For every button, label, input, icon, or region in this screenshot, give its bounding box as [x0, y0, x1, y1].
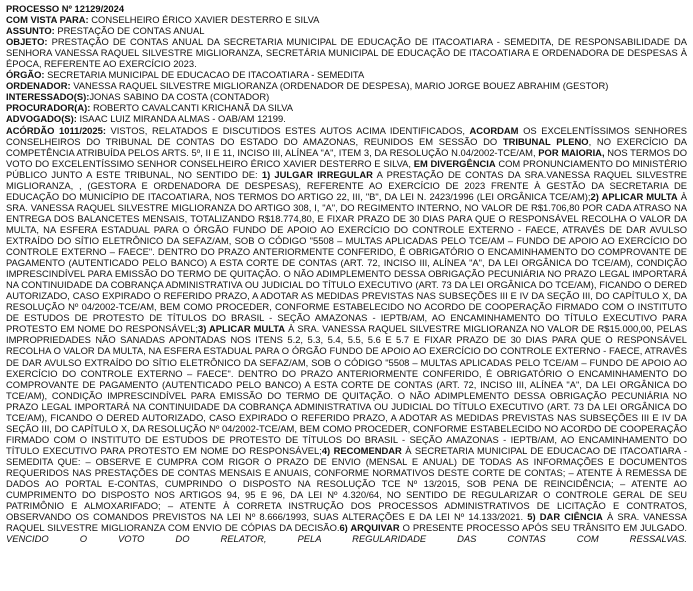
- vencido-note: VENCIDO O VOTO DO RELATOR, PELA REGULARIDADE DAS CONTAS COM RESSALVAS.: [6, 533, 687, 545]
- item-4-recomendar: 4) RECOMENDAR: [321, 444, 402, 456]
- item-1-text: A PRESTAÇÃO DE CONTAS DA SRA.VANESSA RAQUEL SILVESTRE MIGLIORANZA, , (GESTORA E ORDENADORA DE DESPESAS), REFERENTE AO EXERCÍCIO DE 2023 FRENTE À GESTÃO DA SECRETARIA DE EDUCAÇÃO DO MUNICÍPIO DE ITACOATIARA, NOS TERMOS DO ARTIGO 22, III, "B", DA LEI N. 2423/1996 (LEI ORGÂNICA TCE/AM);: [6, 168, 687, 202]
- item-5-dar-ciencia: 5) DAR CIÊNCIA: [527, 511, 603, 523]
- objeto-label: OBJETO:: [6, 36, 48, 48]
- ordenador-value: VANESSA RAQUEL SILVESTRE MIGLIORANZA (ORDENADOR DE DESPESA), MARIO JORGE BOUEZ ABRAHIM (GESTOR): [73, 80, 609, 92]
- acordao-text-3: , NO EXERCÍCIO DA COMPETÊNCIA ATRIBUÍDA PELOS ARTS. 5º, II E 11, INCISO III, ALÍNEA "A", ITEM 3, DA RESOLUÇÃO N.04/2002-TCE/AM,: [6, 135, 687, 158]
- procurador-label: PROCURADOR(A):: [6, 102, 91, 114]
- em-divergencia-keyword: EM DIVERGÊNCIA: [413, 157, 496, 169]
- processo-number: [6, 3, 687, 14]
- item-1-julgar-irregular: 1) JULGAR IRREGULAR: [261, 168, 373, 180]
- orgao-label: ÓRGÃO:: [6, 69, 45, 81]
- item-3-aplicar-multa: 3) APLICAR MULTA: [198, 323, 286, 335]
- item-3-text: À SRA. VANESSA RAQUEL SILVESTRE MIGLIORANZA NO VALOR DE R$15.000,00, PELAS IMPROPRIEDADES NÃO SANADAS APONTADAS NOS ITENS 5.2, 5.3, 5.4, 5.5, 5.6 E 5.7 E FIXAR PRAZO DE 30 DIAS PARA QUE O RESPONSÁVEL RECOLHA O VALOR DA MULTA, NA ESFERA ESTADUAL PARA O ÓRGÃO FUNDO DE APOIO AO EXERCÍCIO DO CONTROLE EXTERNO - FAECE, ATRAVÉS DE DAR AVULSO EXTRAÍDO DO SÍTIO ELETRÔNICO DA SEFAZ/AM, SOB O CÓDIGO "5508 – MULTAS APLICADAS PELO TCE/AM – FUNDO DE APOIO AO EXERCÍCIO DO CONTROLE EXTERNO – FAECE". DENTRO DO PRAZO ANTERIORMENTE CONFERIDO, É OBRIGATÓRIO O ENCAMINHAMENTO DO COMPROVANTE DE PAGAMENTO (AUTENTICADO PELO BANCO) A ESTA CORTE DE CONTAS (ART. 72, INCISO III, ALÍNEA "A", DA LEI ORGÂNICA DO TCE/AM), CONDIÇÃO IMPRESCINDÍVEL PARA EMISSÃO DO TERMO DE QUITAÇÃO. O NÃO ADIMPLEMENTO DESSA OBRIGAÇÃO PECUNIÁRIA NO PRAZO LEGAL IMPORTARÁ NA CONTINUIDADE DA COBRANÇA ADMINISTRATIVA OU JUDICIAL DO TÍTULO EXECUTIVO (ART. 73 DA LEI ORGÂNICA DO TCE/AM), FICANDO O DERED AUTORIZADO, CASO EXPIRADO O REFERIDO PRAZO, A ADOTAR AS MEDIDAS PREVISTAS NAS SUBSEÇÕES III E IV DA SEÇÃO III, DO CAPÍTULO X, DA RESOLUÇÃO Nº 04/2002-TCE/AM, BEM COMO PROCEDER, CONFORME ESTABELECIDO NO ACORDO DE COOPERAÇÃO FIRMADO COM O INSTITUTO DE ESTUDOS DE PROTESTO DE TÍTULOS DO BRASIL - SEÇÃO AMAZONAS - IEPTB/AM, AO ENCAMINHAMENTO DO TÍTULO EXECUTIVO PARA PROTESTO EM NOME DO RESPONSÁVEL;: [6, 323, 688, 456]
- acordao-text-2: OS EXCELENTÍSSIMOS SENHORES CONSELHEIROS DO TRIBUNAL DE CONTAS DO ESTADO DO AMAZONAS, REUNIDOS EM SESSÃO DO: [6, 124, 687, 147]
- interessado-value: JONAS SABINO DA COSTA (CONTADOR): [89, 91, 270, 103]
- objeto-value: PRESTAÇÃO DE CONTAS ANUAL DA SECRETARIA MUNICIPAL DE EDUCAÇÃO DE ITACOATIARA - SEMEDITA, DE RESPONSABILIDADE DA SENHORA VANESSA RAQUEL SILVESTRE MIGLIORANZA, SECRETÁRIA MUNICIPAL DE EDUCAÇÃO DE ITACOATIARA E ORDENADORA DE DESPESAS À ÉPOCA, REFERENTE AO EXERCÍCIO 2023.: [6, 36, 687, 70]
- vista-label: COM VISTA PARA:: [6, 14, 89, 26]
- item-2-text: À SRA. VANESSA RAQUEL SILVESTRE MIGLIORANZA DO ARTIGO 308, I, "A", DO REGIMENTO INTERNO, NO VALOR DE R$1.706,80 POR CADA ATRASO NA ENTREGA DOS BALANCETES MENSAIS, TOTALIZANDO R$18.774,80, E FIXAR PRAZO DE 30 DIAS PARA QUE O RESPONSÁVEL RECOLHA O VALOR DA MULTA, NA ESFERA ESTADUAL PARA O ÓRGÃO FUNDO DE APOIO AO EXERCÍCIO DO CONTROLE EXTERNO - FAECE, ATRAVÉS DE DAR AVULSO EXTRAÍDO DO SÍTIO ELETRÔNICO DA SEFAZ/AM, SOB O CÓDIGO "5508 – MULTAS APLICADAS PELO TCE/AM – FUNDO DE APOIO AO EXERCÍCIO DO CONTROLE EXTERNO – FAECE". DENTRO DO PRAZO ANTERIORMENTE CONFERIDO, É OBRIGATÓRIO O ENCAMINHAMENTO DO COMPROVANTE DE PAGAMENTO (AUTENTICADO PELO BANCO) A ESTA CORTE DE CONTAS (ART. 72, INCISO III, ALÍNEA "A", DA LEI ORGÂNICA DO TCE/AM), CONDIÇÃO IMPRESCINDÍVEL PARA EMISSÃO DO TERMO DE QUITAÇÃO. O NÃO ADIMPLEMENTO DESSA OBRIGAÇÃO PECUNIÁRIA NO PRAZO LEGAL IMPORTARÁ NA CONTINUIDADE DA COBRANÇA ADMINISTRATIVA OU JUDICIAL DO TÍTULO EXECUTIVO (ART. 73 DA LEI ORGÂNICA DO TCE/AM), FICANDO O DERED AUTORIZADO, CASO EXPIRADO O REFERIDO PRAZO, A ADOTAR AS MEDIDAS PREVISTAS NAS SUBSEÇÕES III E IV DA SEÇÃO III, DO CAPÍTULO X, DA RESOLUÇÃO Nº 04/2002-TCE/AM, BEM COMO PROCEDER, CONFORME ESTABELECIDO NO ACORDO DE COOPERAÇÃO FIRMADO COM O INSTITUTO DE ESTUDOS DE PROTESTO DE TÍTULOS DO BRASIL - SEÇÃO AMAZONAS - IEPTB/AM, AO ENCAMINHAMENTO DO TÍTULO EXECUTIVO PARA PROTESTO EM NOME DO RESPONSÁVEL;: [6, 190, 687, 335]
- orgao-value: SECRETARIA MUNICIPAL DE EDUCACAO DE ITACOATIARA - SEMEDITA: [47, 69, 365, 81]
- vista-field: [6, 14, 687, 25]
- assunto-field: [6, 25, 687, 36]
- assunto-value: PRESTAÇÃO DE CONTAS ANUAL: [57, 25, 205, 37]
- acordao-label: ACÓRDÃO 1011/2025:: [6, 124, 106, 136]
- item-4-text: À SECRETARIA MUNICIPAL DE EDUCACAO DE ITACOATIARA - SEMEDITA QUE: – OBSERVE E CUMPRA COM RIGOR O PRAZO DE ENVIO (MENSAL E ANUAL) DE TODAS AS INFORMAÇÕES E DOCUMENTOS REQUERIDOS NAS PRESTAÇÕES DE CONTAS MENSAIS E ANUAIS, CONFORME NORMATIVOS DESTE CORTE DE CONTAS; – ATENTE À REMESSA DE DADOS AO PORTAL E-CONTAS, CUMPRINDO O DISPOSTO NA RESOLUÇÃO TCE Nº 13/2015, SOB PENA DE REINCIDÊNCIA; – ATENTE AO CUMPRIMENTO DO DISPOSTO NOS ARTIGOS 94, 95 E 96, DA LEI Nº 4.320/64, NO SENTIDO DE REGULARIZAR O CONTROLE GERAL DE SEU PATRIMÔNIO E ALMOXARIFADO; – ATENTE À CORRETA INSTRUÇÃO DOS PROCESSOS ADMINISTRATIVOS DE LICITAÇÃO E CONTRATOS, OBSERVANDO OS COMANDOS PREVISTOS NA LEI Nº 8.666/1993, SUAS ALTERAÇÕES E DA LEI Nº 14.133/2021.: [6, 444, 687, 523]
- orgao-field: [6, 69, 687, 80]
- assunto-label: ASSUNTO:: [6, 25, 55, 37]
- interessado-field: [6, 91, 687, 102]
- processo-label: PROCESSO Nº 12129/2024: [6, 3, 125, 14]
- item-5-text: À SRA. VANESSA RAQUEL SILVESTRE MIGLIORANZA COM ENVIO DE CÓPIAS DA DECISÃO.: [6, 511, 688, 534]
- acordao-text-5: COM PRONUNCIAMENTO DO MINISTÉRIO PÚBLICO JUNTO A ESTE TRIBUNAL, NO SENTIDO DE:: [6, 157, 688, 180]
- procurador-value: ROBERTO CAVALCANTI KRICHANÃ DA SILVA: [92, 102, 294, 114]
- item-6-arquivar: 6) ARQUIVAR: [339, 522, 400, 534]
- ordenador-field: [6, 80, 687, 91]
- procurador-field: [6, 102, 687, 113]
- advogado-value: ISAAC LUIZ MIRANDA ALMAS - OAB/AM 12199.: [79, 113, 286, 125]
- tribunal-pleno-keyword: TRIBUNAL PLENO: [502, 135, 589, 147]
- advogado-label: ADVOGADO(S):: [6, 113, 77, 125]
- ordenador-label: ORDENADOR:: [6, 80, 71, 92]
- acordao-text-4: NOS TERMOS DO VOTO DO EXCELENTÍSSIMO SENHOR CONSELHEIRO ÉRICO XAVIER DESTERRO E SILVA,: [6, 146, 687, 169]
- acordao-body: [6, 125, 687, 545]
- interessado-label: INTERESSADO(S):: [6, 91, 90, 103]
- vista-value: CONSELHEIRO ÉRICO XAVIER DESTERRO E SILVA: [91, 14, 320, 26]
- acordam-keyword: ACORDAM: [469, 124, 519, 136]
- por-maioria-keyword: POR MAIORIA,: [538, 146, 605, 158]
- item-6-text: O PRESENTE PROCESSO APÓS SEU TRÂNSITO EM JULGADO.: [402, 522, 687, 534]
- objeto-field: [6, 36, 687, 69]
- advogado-field: [6, 113, 687, 124]
- item-2-aplicar-multa: 2) APLICAR MULTA: [590, 190, 678, 202]
- acordao-text-1: VISTOS, RELATADOS E DISCUTIDOS ESTES AUTOS ACIMA IDENTIFICADOS,: [110, 124, 465, 136]
